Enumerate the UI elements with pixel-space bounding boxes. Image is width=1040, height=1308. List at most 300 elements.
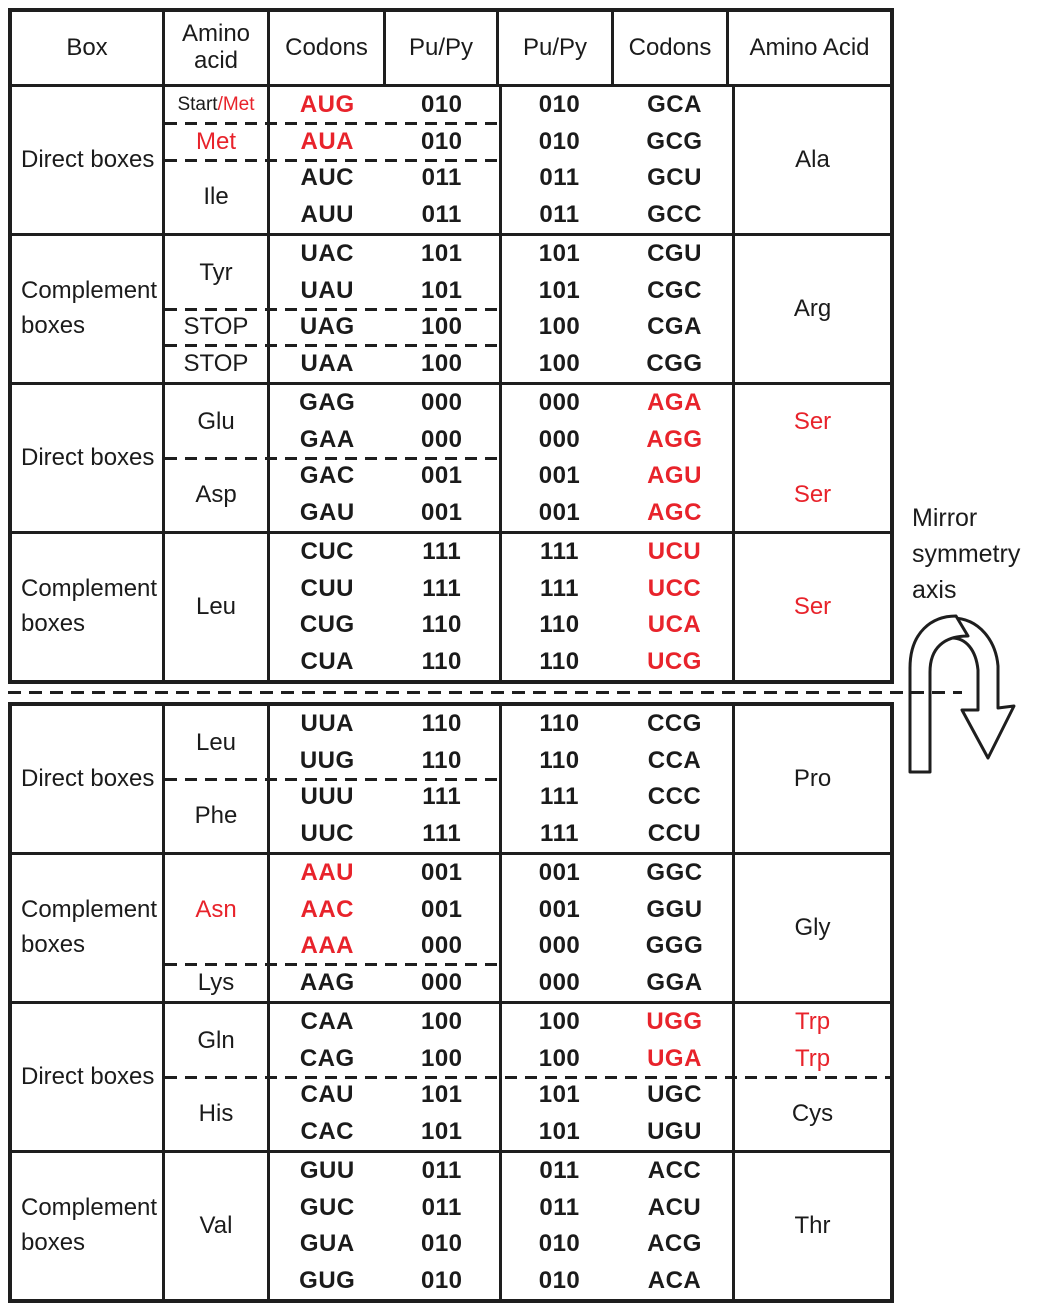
codon: UCU — [647, 538, 702, 566]
codon-row-left — [270, 644, 499, 681]
codon-row-left — [270, 1190, 499, 1227]
codon: CCC — [647, 783, 702, 811]
pupy-code: 101 — [420, 1081, 463, 1109]
table-block — [12, 852, 890, 1001]
box-type-cell: Direct boxes — [21, 145, 155, 173]
codon: CAU — [300, 1081, 354, 1109]
amino-acid-text: Thr — [794, 1212, 831, 1239]
codon-row-left — [270, 346, 499, 383]
codons-pupy-left — [267, 855, 499, 1001]
codon-row-right — [502, 273, 732, 310]
amino-acid-text: STOP — [183, 313, 249, 341]
amino-acid-cell — [165, 965, 267, 1002]
amino-acid-text: Asp — [195, 480, 237, 508]
pupy-codons-right — [499, 236, 732, 382]
header-col-codons-right: Codons — [611, 12, 726, 84]
codon-row-right — [502, 422, 732, 459]
amino-acid-column-left — [162, 1153, 267, 1299]
pupy-code: 011 — [421, 164, 462, 192]
pupy-code: 010 — [420, 1230, 463, 1258]
amino-acid-text: Gln — [197, 1026, 235, 1054]
codon-row-right — [502, 236, 732, 273]
amino-acid-cell — [735, 1041, 890, 1078]
pupy-code: 010 — [420, 127, 463, 155]
header-col-codons-left: Codons — [267, 12, 383, 84]
codon: UGA — [647, 1044, 702, 1072]
codon-row-right — [502, 1153, 732, 1190]
codon-row-right — [502, 779, 732, 816]
pupy-code: 010 — [538, 1230, 581, 1258]
codon-row-left — [270, 1041, 499, 1078]
codon-row-right — [502, 965, 732, 1002]
codon: AGC — [647, 498, 702, 526]
codon: AUC — [300, 164, 354, 192]
codon-row-left — [270, 87, 499, 124]
pupy-code: 011 — [421, 1193, 462, 1221]
pupy-code: 011 — [421, 1157, 462, 1185]
amino-acid-text: Ser — [793, 593, 832, 620]
amino-acid-text: Leu — [195, 593, 237, 620]
codon: GAU — [299, 498, 355, 526]
dashed-divider — [165, 159, 505, 162]
codon-row-left — [270, 124, 499, 161]
amino-acid-column-right — [732, 855, 890, 1001]
codon-row-left — [270, 1226, 499, 1263]
dashed-divider — [165, 457, 505, 460]
amino-acid-text: Lys — [197, 968, 235, 996]
pupy-code: 001 — [538, 895, 581, 923]
amino-acid-text: Start — [177, 94, 218, 116]
amino-acid-cell — [735, 87, 890, 233]
codon: GAA — [299, 425, 355, 453]
amino-acid-cell — [165, 855, 267, 965]
codon-row-right — [502, 1004, 732, 1041]
codon: GGA — [646, 968, 703, 996]
codon-row-right — [502, 160, 732, 197]
pupy-code: 101 — [420, 1117, 463, 1145]
pupy-code: 111 — [422, 574, 462, 602]
pupy-code: 001 — [420, 498, 463, 526]
pupy-code: 000 — [538, 425, 581, 453]
codon: GCU — [647, 164, 702, 192]
dashed-divider — [165, 344, 505, 347]
pupy-code: 111 — [540, 783, 579, 811]
codon-row-right — [502, 197, 732, 234]
codon-row-left — [270, 965, 499, 1002]
codon: GCC — [647, 200, 702, 228]
amino-acid-cell — [735, 1153, 890, 1299]
box-type-cell: Complement boxes — [21, 277, 158, 339]
codon: ACG — [647, 1230, 702, 1258]
amino-acid-text: Glu — [197, 407, 235, 435]
codon: AAG — [299, 968, 355, 996]
amino-acid-cell — [165, 1004, 267, 1077]
table-block — [12, 382, 890, 531]
codon-row-right — [502, 743, 732, 780]
amino-acid-cell — [165, 236, 267, 309]
pupy-code: 000 — [538, 389, 581, 417]
pupy-code: 100 — [420, 1008, 463, 1036]
codon: UAU — [300, 276, 354, 304]
codon: CCA — [647, 746, 702, 774]
pupy-code: 110 — [539, 746, 580, 774]
codon-row-right — [502, 385, 732, 422]
codon: UGU — [647, 1117, 702, 1145]
mirror-axis-line — [8, 691, 962, 694]
codon: UAC — [300, 240, 354, 268]
codon: CCG — [647, 710, 702, 738]
dashed-divider — [165, 308, 505, 311]
amino-acid-text: Gly — [794, 914, 831, 941]
codon-row-left — [270, 495, 499, 532]
codon: GAG — [299, 389, 356, 417]
box-type-cell: Complement boxes — [21, 1194, 158, 1256]
pupy-code: 101 — [538, 1081, 581, 1109]
amino-acid-text: Pro — [793, 765, 832, 792]
amino-acid-text: STOP — [183, 349, 249, 377]
table-block — [12, 87, 890, 233]
codon: ACC — [647, 1157, 702, 1185]
codon: AUG — [299, 91, 355, 119]
codon-row-right — [502, 1114, 732, 1151]
pupy-code: 010 — [420, 1266, 463, 1294]
codons-pupy-left — [267, 534, 499, 680]
codon: GUA — [299, 1230, 355, 1258]
pupy-code: 001 — [420, 895, 463, 923]
codon: GGC — [646, 859, 703, 887]
codon-row-left — [270, 1077, 499, 1114]
codon: GUU — [299, 1157, 355, 1185]
codon: GGG — [645, 932, 704, 960]
pupy-code: 000 — [420, 389, 463, 417]
pupy-code: 000 — [420, 932, 463, 960]
codon-row-right — [502, 1041, 732, 1078]
dashed-divider — [165, 778, 505, 781]
pupy-code: 100 — [538, 1044, 581, 1072]
codon-row-left — [270, 816, 499, 853]
codon-row-left — [270, 309, 499, 346]
pupy-code: 100 — [538, 1008, 581, 1036]
amino-acid-cell — [735, 534, 890, 680]
pupy-code: 101 — [538, 240, 581, 268]
codon: UUC — [300, 819, 354, 847]
codon: AUU — [300, 200, 354, 228]
codon: UUA — [300, 710, 354, 738]
pupy-code: 111 — [540, 819, 579, 847]
codon: AGA — [647, 389, 702, 417]
dashed-divider — [165, 1076, 890, 1079]
pupy-code: 110 — [539, 710, 580, 738]
codon: AAU — [300, 859, 354, 887]
pupy-code: 110 — [421, 746, 462, 774]
amino-acid-column-right — [732, 1153, 890, 1299]
pupy-code: 010 — [420, 91, 463, 119]
amino-acid-text: Val — [199, 1212, 233, 1239]
pupy-code: 011 — [539, 200, 580, 228]
pupy-code: 001 — [538, 498, 581, 526]
codon: AAC — [300, 895, 354, 923]
codon: GCA — [647, 91, 702, 119]
codon-row-right — [502, 1190, 732, 1227]
codon-row-right — [502, 644, 732, 681]
pupy-code: 001 — [538, 859, 581, 887]
codon: CGA — [647, 313, 702, 341]
codon-row-right — [502, 534, 732, 571]
codon-row-right — [502, 1226, 732, 1263]
amino-acid-cell — [165, 1077, 267, 1150]
codon: AGG — [646, 425, 703, 453]
codon-row-left — [270, 236, 499, 273]
codon-row-right — [502, 892, 732, 929]
codon: CCU — [647, 819, 702, 847]
table-block — [12, 233, 890, 382]
box-type-cell: Direct boxes — [21, 1062, 155, 1090]
codon-row-left — [270, 422, 499, 459]
amino-acid-cell — [165, 706, 267, 779]
upper-table — [8, 8, 894, 684]
amino-acid-cell — [735, 458, 890, 531]
table-block — [12, 1001, 890, 1150]
codon: UCC — [647, 574, 702, 602]
codon: UUG — [299, 746, 355, 774]
codon: CUC — [300, 538, 354, 566]
dashed-divider — [165, 122, 505, 125]
amino-acid-cell — [165, 160, 267, 233]
codon: GUC — [299, 1193, 355, 1221]
codon-row-right — [502, 1263, 732, 1300]
mirror-loop-arrow-icon — [898, 604, 1024, 796]
pupy-code: 110 — [421, 647, 462, 675]
codon-row-left — [270, 706, 499, 743]
amino-acid-text: Phe — [194, 801, 238, 829]
table-block — [12, 706, 890, 852]
codon-row-left — [270, 385, 499, 422]
codon-row-right — [502, 706, 732, 743]
amino-acid-cell — [735, 1004, 890, 1041]
header-col-amino-right: Amino Acid — [726, 12, 890, 84]
codon: CUA — [300, 647, 354, 675]
mirror-axis-label: Mirror symmetry axis — [912, 504, 1021, 604]
amino-acid-cell — [165, 309, 267, 346]
codon-row-left — [270, 197, 499, 234]
codon-row-left — [270, 743, 499, 780]
amino-acid-text: Arg — [793, 295, 832, 322]
amino-acid-column-right — [732, 236, 890, 382]
dashed-divider — [165, 963, 505, 966]
pupy-code: 111 — [422, 783, 462, 811]
codon-row-right — [502, 458, 732, 495]
codon-row-right — [502, 87, 732, 124]
pupy-code: 010 — [538, 91, 581, 119]
box-type-cell: Direct boxes — [21, 764, 155, 792]
pupy-code: 011 — [539, 1193, 580, 1221]
amino-acid-text: Ala — [795, 146, 830, 173]
pupy-code: 000 — [420, 968, 463, 996]
amino-acid-text: Ser — [793, 407, 832, 435]
pupy-code: 011 — [539, 164, 580, 192]
codon-row-right — [502, 124, 732, 161]
codon: GCG — [646, 127, 703, 155]
pupy-code: 000 — [420, 425, 463, 453]
codons-pupy-left — [267, 1153, 499, 1299]
pupy-code: 100 — [420, 313, 463, 341]
codon: CAA — [300, 1008, 354, 1036]
pupy-code: 001 — [538, 462, 581, 490]
codon-row-left — [270, 779, 499, 816]
codon-row-left — [270, 1263, 499, 1300]
codon-row-left — [270, 1114, 499, 1151]
codon: CUU — [300, 574, 354, 602]
pupy-code: 110 — [421, 710, 462, 738]
amino-acid-cell — [735, 1077, 890, 1150]
pupy-code: 111 — [422, 819, 462, 847]
amino-acid-text: Tyr — [199, 258, 233, 286]
codon: AGU — [647, 462, 702, 490]
pupy-codons-right — [499, 855, 732, 1001]
codon: CGU — [647, 240, 702, 268]
pupy-codons-right — [499, 706, 732, 852]
pupy-code: 001 — [420, 462, 463, 490]
amino-acid-column-right — [732, 706, 890, 852]
box-type-cell: Direct boxes — [21, 443, 155, 471]
amino-acid-cell — [165, 779, 267, 852]
amino-acid-text: His — [198, 1099, 234, 1127]
pupy-code: 001 — [420, 859, 463, 887]
codon: AUA — [300, 127, 354, 155]
codon: AAA — [300, 932, 354, 960]
codon-row-left — [270, 571, 499, 608]
amino-acid-text: Trp — [794, 1044, 831, 1072]
codon-row-left — [270, 1153, 499, 1190]
amino-acid-text: /Met — [217, 94, 255, 116]
amino-acid-text: Cys — [791, 1099, 834, 1127]
codon: CUG — [299, 611, 355, 639]
amino-acid-text: Met — [195, 127, 236, 155]
amino-acid-cell — [735, 706, 890, 852]
header-col-amino-left: Amino acid — [162, 12, 267, 84]
codon-row-left — [270, 855, 499, 892]
amino-acid-column-left — [162, 534, 267, 680]
amino-acid-column-right — [732, 87, 890, 233]
pupy-code: 000 — [538, 932, 581, 960]
pupy-code: 111 — [422, 538, 462, 566]
codon-row-left — [270, 458, 499, 495]
codon: GGU — [646, 895, 703, 923]
codon-row-left — [270, 1004, 499, 1041]
codon-row-right — [502, 1077, 732, 1114]
codon-row-right — [502, 855, 732, 892]
codon: CGC — [647, 276, 702, 304]
codon-row-right — [502, 346, 732, 383]
pupy-code: 000 — [538, 968, 581, 996]
codon: GAC — [299, 462, 355, 490]
pupy-code: 100 — [538, 349, 581, 377]
codon-row-left — [270, 160, 499, 197]
pupy-code: 110 — [421, 611, 462, 639]
header-col-pupy-right: Pu/Py — [496, 12, 611, 84]
header-col-box: Box — [66, 33, 108, 61]
amino-acid-text: Ile — [203, 182, 229, 210]
amino-acid-cell — [165, 1153, 267, 1299]
box-type-cell: Complement boxes — [21, 896, 158, 958]
pupy-code: 010 — [538, 1266, 581, 1294]
pupy-codons-right — [499, 1153, 732, 1299]
amino-acid-column-right — [732, 534, 890, 680]
box-type-cell: Complement boxes — [21, 575, 158, 637]
codon: UCG — [647, 647, 702, 675]
codon-row-right — [502, 495, 732, 532]
codon: UAG — [299, 313, 355, 341]
amino-acid-cell — [735, 855, 890, 1001]
codon-row-left — [270, 928, 499, 965]
codon-row-right — [502, 816, 732, 853]
codon-row-right — [502, 571, 732, 608]
pupy-code: 010 — [538, 127, 581, 155]
codon-row-right — [502, 607, 732, 644]
pupy-code: 101 — [538, 276, 581, 304]
pupy-code: 111 — [540, 574, 579, 602]
codon: UCA — [647, 611, 702, 639]
upper-blocks — [12, 87, 890, 680]
pupy-code: 101 — [538, 1117, 581, 1145]
lower-table — [8, 702, 894, 1303]
pupy-codons-right — [499, 385, 732, 531]
pupy-code: 110 — [539, 647, 580, 675]
amino-acid-cell — [165, 124, 267, 161]
codon: UAA — [300, 349, 354, 377]
codon-row-left — [270, 273, 499, 310]
header-col-pupy-left: Pu/Py — [383, 12, 496, 84]
pupy-codons-right — [499, 87, 732, 233]
codon-row-left — [270, 534, 499, 571]
codon: UGG — [646, 1008, 703, 1036]
amino-acid-cell — [165, 534, 267, 680]
codon: ACA — [647, 1266, 702, 1294]
pupy-code: 110 — [539, 611, 580, 639]
pupy-code: 011 — [539, 1157, 580, 1185]
table-block — [12, 1150, 890, 1299]
amino-acid-cell — [735, 236, 890, 382]
amino-acid-cell — [165, 346, 267, 383]
pupy-code: 011 — [421, 200, 462, 228]
pupy-code: 100 — [420, 349, 463, 377]
pupy-code: 101 — [420, 240, 463, 268]
lower-blocks — [12, 706, 890, 1299]
amino-acid-cell — [165, 87, 267, 124]
amino-acid-text: Ser — [793, 480, 832, 508]
codon: UUU — [300, 783, 354, 811]
amino-acid-cell — [165, 458, 267, 531]
amino-acid-column-right — [732, 385, 890, 531]
pupy-code: 100 — [420, 1044, 463, 1072]
pupy-codons-right — [499, 534, 732, 680]
table-header — [12, 12, 890, 87]
codon: GUG — [299, 1266, 356, 1294]
table-block — [12, 531, 890, 680]
amino-acid-cell — [165, 385, 267, 458]
codon: CAG — [299, 1044, 355, 1072]
pupy-code: 101 — [420, 276, 463, 304]
codon-row-right — [502, 928, 732, 965]
pupy-code: 111 — [540, 538, 579, 566]
codon-row-left — [270, 892, 499, 929]
codon: CAC — [300, 1117, 354, 1145]
codon-row-left — [270, 607, 499, 644]
codon: UGC — [647, 1081, 702, 1109]
amino-acid-column-left — [162, 855, 267, 1001]
codon: CGG — [646, 349, 703, 377]
amino-acid-text: Leu — [195, 728, 237, 756]
